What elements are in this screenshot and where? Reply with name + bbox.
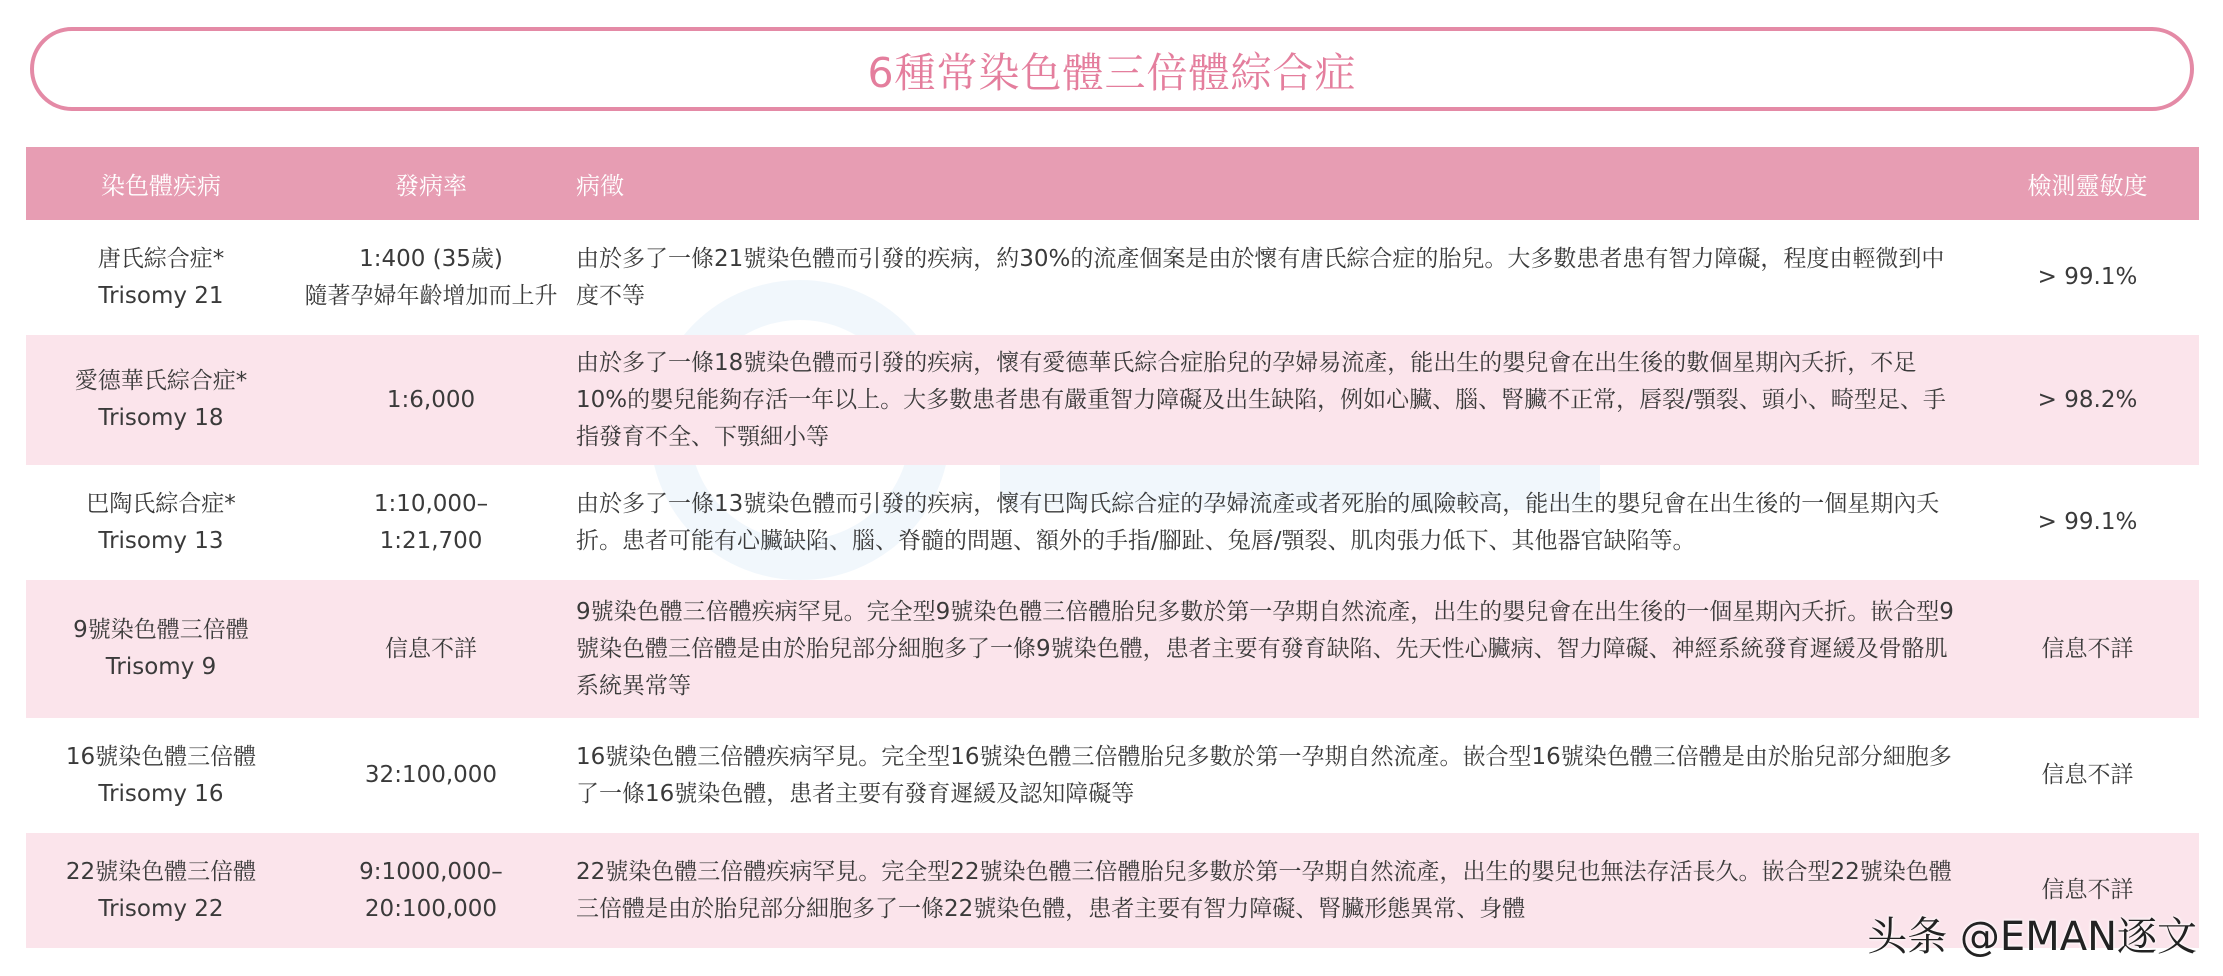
header-symptoms: 病徵	[566, 147, 1976, 220]
rate-line1: 9:1000,000–	[359, 858, 503, 885]
sensitivity-cell: 信息不詳	[2041, 762, 2134, 788]
disease-name-zh: 巴陶氏綜合症*	[86, 490, 236, 517]
table-row	[26, 465, 2199, 580]
rate-line1: 32:100,000	[364, 762, 498, 788]
disease-name-zh: 唐氏綜合症*	[97, 245, 225, 272]
header-disease: 染色體疾病	[26, 147, 296, 220]
disease-cell	[26, 220, 296, 335]
symptoms-cell: 由於多了一條18號染色體而引發的疾病，懷有愛德華氏綜合症胎兒的孕婦易流產，能出生的嬰兒會在出生後的數個星期內夭折，不足10%的嬰兒能夠存活一年以上。大多數患者患有嚴重智力障礙及出生缺陷，例如心臟、腦、腎臟不正常，唇裂/顎裂、頭小、畸型足、手指發育不全、下顎細小等	[566, 335, 1976, 465]
header-sensitivity: 檢測靈敏度	[1976, 147, 2199, 220]
rate-line2: 20:100,000	[364, 895, 498, 922]
trisomy-table	[26, 147, 2199, 948]
sensitivity-cell: 信息不詳	[1976, 580, 2199, 718]
disease-name-zh: 16號染色體三倍體	[65, 743, 257, 770]
symptoms-cell: 由於多了一條13號染色體而引發的疾病，懷有巴陶氏綜合症的孕婦流產或者死胎的風險較高，能出生的嬰兒會在出生後的一個星期內夭折。患者可能有心臟缺陷、腦、脊髓的問題、額外的手指/腳趾、兔唇/顎裂、肌肉張力低下、其他器官缺陷等。	[576, 490, 1940, 554]
page-title: 6種常染色體三倍體綜合症	[867, 48, 1357, 97]
disease-cell	[26, 335, 296, 465]
symptoms-cell: 9號染色體三倍體疾病罕見。完全型9號染色體三倍體胎兒多數於第一孕期自然流產，出生的嬰兒會在出生後的一個星期內夭折。嵌合型9號染色體三倍體是由於胎兒部分細胞多了一條9號染色體，患者主要有發育缺陷、先天性心臟病、智力障礙、神經系統發育遲緩及骨骼肌系統異常等	[566, 580, 1976, 718]
symptoms-cell: 22號染色體三倍體疾病罕見。完全型22號染色體三倍體胎兒多數於第一孕期自然流產，出生的嬰兒也無法存活長久。嵌合型22號染色體三倍體是由於胎兒部分細胞多了一條22號染色體，患者主要有智力障礙、腎臟形態異常、身體	[566, 833, 1976, 948]
rate-cell	[296, 335, 566, 465]
table-row	[26, 335, 2199, 465]
table-row	[26, 718, 2199, 833]
source-credit: 头条 @EMAN逐文	[1867, 914, 2197, 960]
symptoms-cell: 由於多了一條21號染色體而引發的疾病，約30%的流產個案是由於懷有唐氏綜合症的胎兒。大多數患者患有智力障礙，程度由輕微到中度不等	[576, 245, 1945, 309]
rate-cell	[296, 465, 566, 580]
rate-cell	[296, 833, 566, 948]
disease-name-en: Trisomy 13	[98, 527, 224, 554]
disease-cell	[26, 465, 296, 580]
disease-name-en: Trisomy 9	[105, 654, 217, 680]
rate-line1: 1:6,000	[386, 386, 476, 413]
sensitivity-cell: 信息不詳	[1976, 833, 2199, 948]
disease-name-en: Trisomy 16	[98, 780, 224, 807]
table-row	[26, 220, 2199, 335]
disease-cell	[26, 718, 296, 833]
table-header-row	[26, 147, 2199, 220]
sensitivity-cell: > 99.1%	[2037, 509, 2138, 535]
rate-cell	[296, 220, 566, 335]
table-row	[26, 580, 2199, 718]
rate-line2: 1:21,700	[379, 527, 483, 554]
rate-cell	[296, 718, 566, 833]
rate-cell	[296, 580, 566, 718]
rate-line1: 1:400 (35歲)	[359, 245, 503, 272]
rate-line1: 1:10,000–	[373, 490, 489, 517]
disease-cell	[26, 833, 296, 948]
disease-cell	[26, 580, 296, 718]
disease-name-zh: 愛德華氏綜合症*	[74, 368, 248, 394]
disease-name-en: Trisomy 18	[98, 405, 224, 431]
disease-name-zh: 9號染色體三倍體	[73, 617, 249, 643]
disease-name-en: Trisomy 22	[98, 895, 224, 922]
rate-line2: 隨著孕婦年齡增加而上升	[304, 282, 558, 309]
symptoms-cell: 16號染色體三倍體疾病罕見。完全型16號染色體三倍體胎兒多數於第一孕期自然流產。嵌合型16號染色體三倍體是由於胎兒部分細胞多了一條16號染色體，患者主要有發育遲緩及認知障礙等	[576, 743, 1952, 807]
title-banner	[30, 27, 2194, 111]
sensitivity-cell: > 98.2%	[1976, 335, 2199, 465]
rate-line1: 信息不詳	[385, 635, 477, 662]
disease-name-zh: 22號染色體三倍體	[65, 858, 257, 885]
header-rate: 發病率	[296, 147, 566, 220]
sensitivity-cell: > 99.1%	[2037, 264, 2138, 290]
disease-name-en: Trisomy 21	[98, 282, 224, 309]
